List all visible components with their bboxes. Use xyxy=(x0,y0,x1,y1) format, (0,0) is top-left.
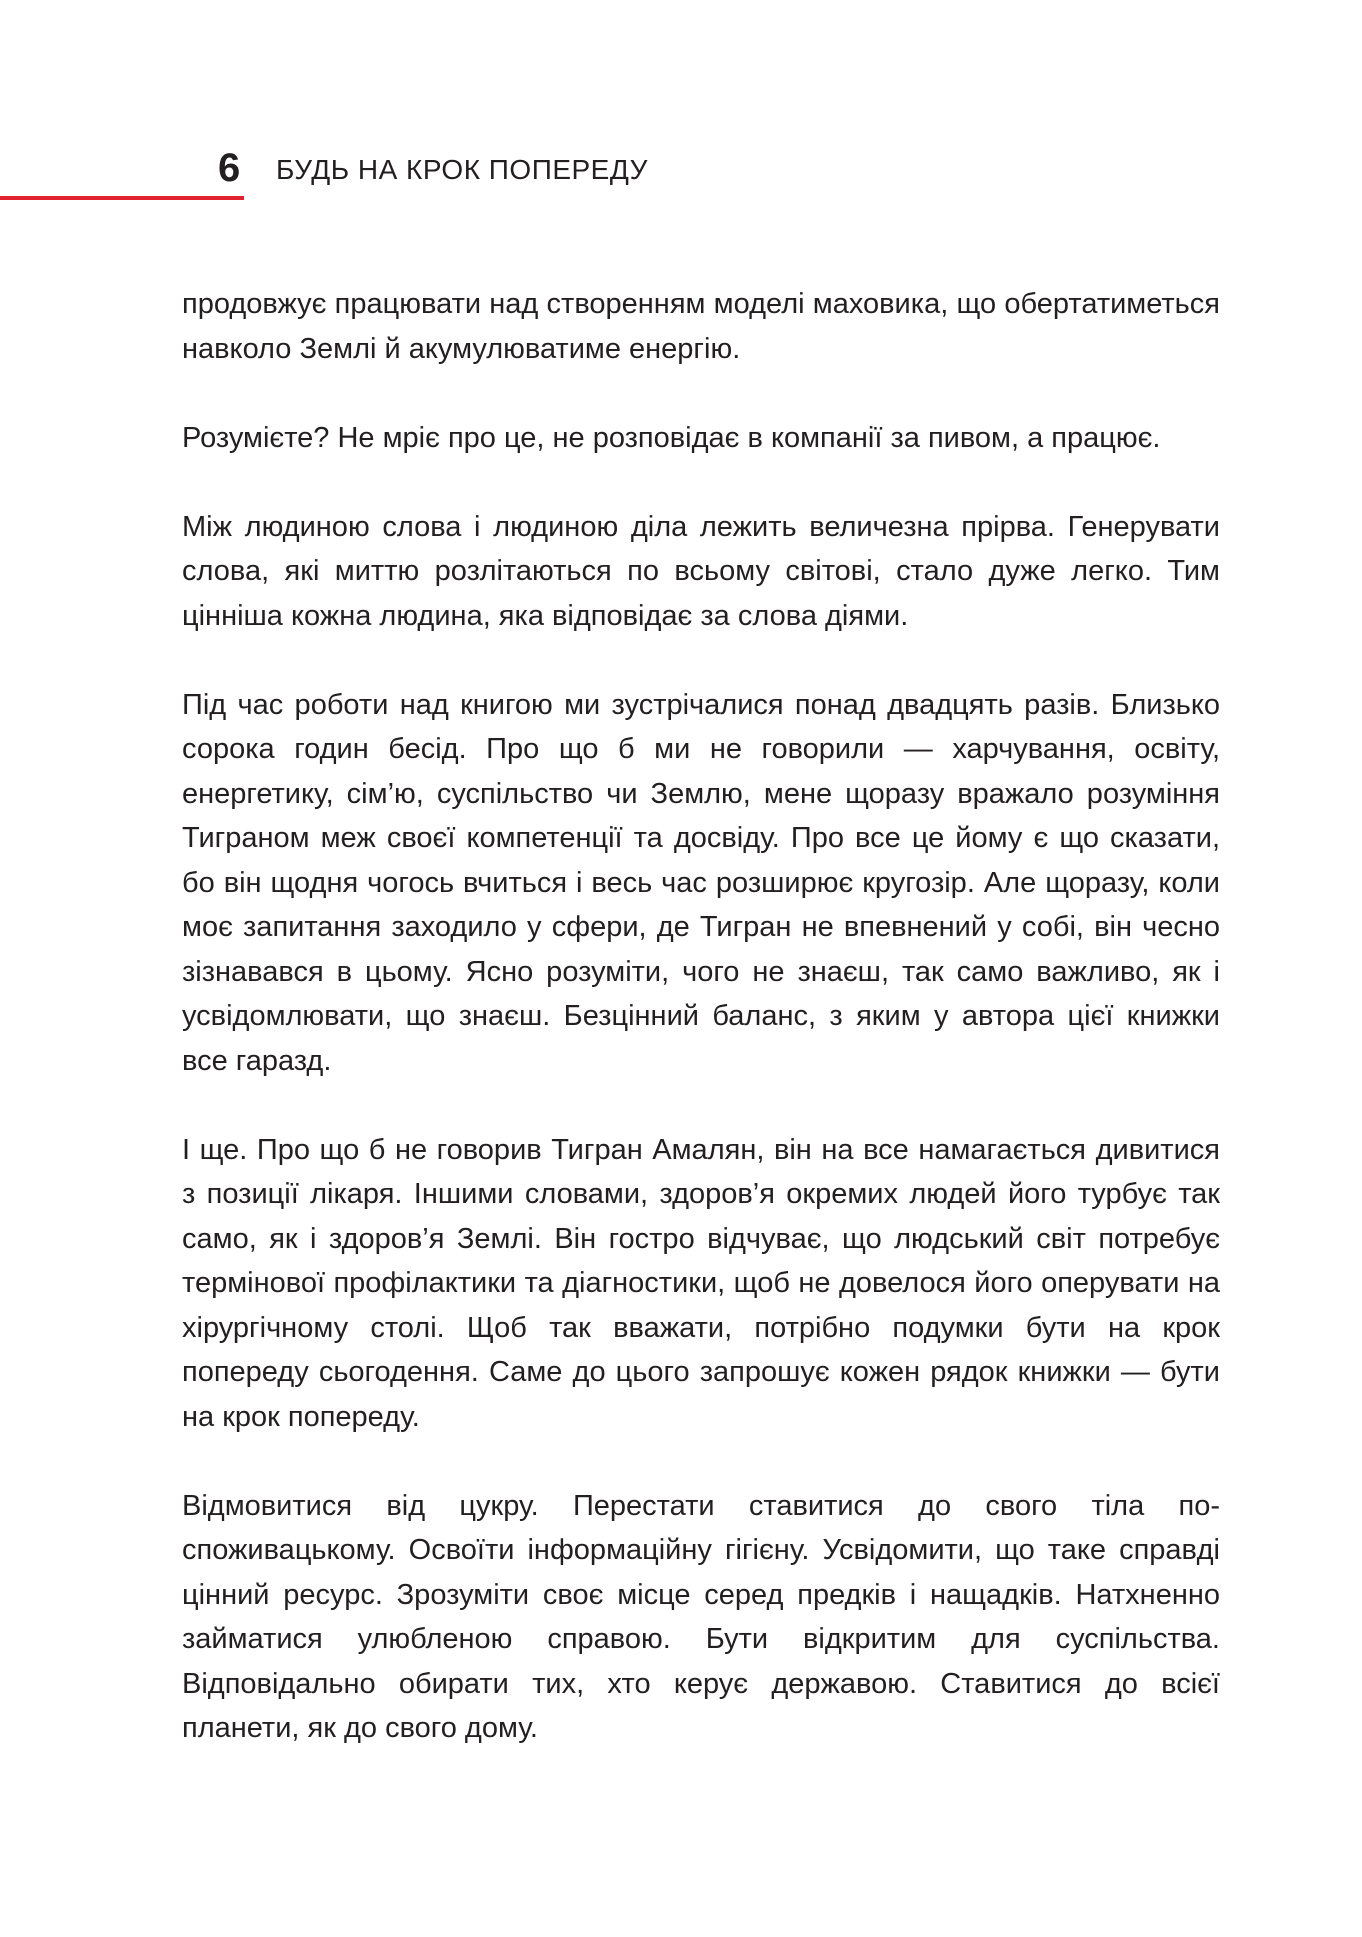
body-text xyxy=(182,282,1220,1751)
running-title: БУДЬ НА КРОК ПОПЕРЕДУ xyxy=(276,154,648,185)
page-number: 6 xyxy=(218,146,241,190)
paragraph: продовжує працювати над створенням моделі маховика, що обертатиметься навколо Землі й акумулюватиме енергію. xyxy=(182,288,1220,365)
header-accent-rule xyxy=(0,196,244,200)
running-header xyxy=(0,140,700,210)
paragraph: І ще. Про що б не говорив Тигран Амалян, він на все намагається дивитися з позиції лікаря. Іншими словами, здоров’я окремих людей його турбує так само, як і здоров’я Землі. Він гостро відчуває, що людський світ потребує термінової профілактики та діагностики, щоб не довелося його оперувати на хірургічному столі. Щоб так вважати, потрібно подумки бути на крок попереду сьогодення. Саме до цього запрошує кожен рядок книжки — бути на крок попереду. xyxy=(182,1133,1220,1433)
paragraph: Під час роботи над книгою ми зустрічалися понад двадцять разів. Близько сорока годин бесід. Про що б ми не говорили — харчування, освіту, енергетику, сім’ю, суспільство чи Землю, мене щоразу вражало розуміння Тиграном меж своєї компетенції та досвіду. Про все це йому є що сказати, бо він щодня чогось вчиться і весь час розширює кругозір. Але щоразу, коли моє запитання заходило у сфери, де Тигран не впевнений у собі, він чесно зізнавався в цьому. Ясно розуміти, чого не знаєш, так само важливо, як і усвідомлювати, що знаєш. Безцінний баланс, з яким у автора цієї книжки все гаразд. xyxy=(182,688,1220,1077)
paragraph: Між людиною слова і людиною діла лежить величезна прірва. Генерувати слова, які миттю розлітаються по всьому світові, стало дуже легко. Тим ціннішa кожна людина, яка відповідає за слова діями. xyxy=(182,510,1220,632)
paragraph: Відмовитися від цукру. Перестати ставитися до свого тіла по-споживацькому. Освоїти інформаційну гігієну. Усвідомити, що таке справді цінний ресурс. Зрозуміти своє місце серед предків і нащадків. Натхненно займатися улюбленою справою. Бути відкритим для суспільства. Відповідально обирати тих, хто керує державою. Ставитися до всієї планети, як до свого дому. xyxy=(182,1489,1220,1744)
paragraph: Розумієте? Не мріє про це, не розповідає в компанії за пивом, а працює. xyxy=(182,421,1161,454)
